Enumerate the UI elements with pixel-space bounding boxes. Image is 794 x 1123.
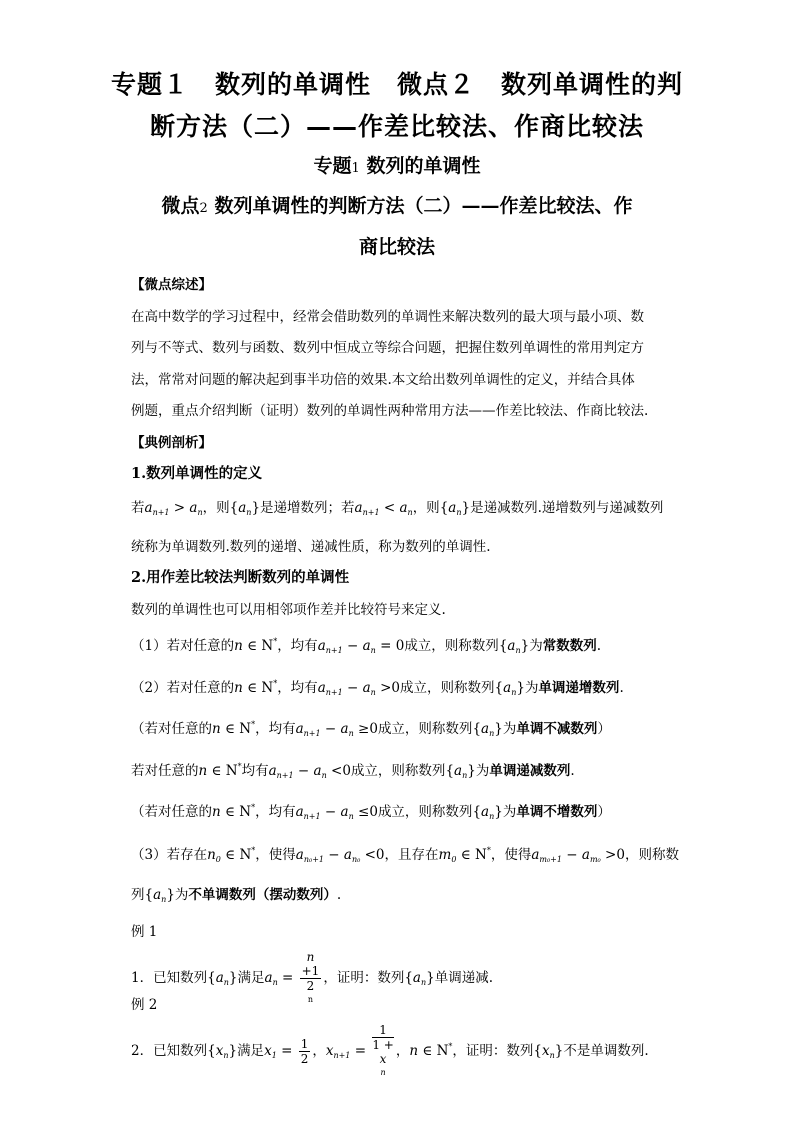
example-2-problem: 2．已知数列$\{x_n\}$满足$x_1$ = $\frac{1}{2}$ ，$x_{n+1}$ = 1 1 + x n ，n ∈ N*，证明：数列$\{x_n\}$不是单调数列. (131, 1023, 649, 1080)
definition-line-2: 统称为单调数列.数列的递增、递减性质，称为数列的单调性. (131, 539, 491, 555)
main-title-line-2: 断方法（二）——作差比较法、作商比较法 (149, 112, 644, 141)
example-1-problem: 1．已知数列$\{a_n\}$满足$a_n$ = n +1 2 n ，证明：数列$\{a_n\}$单调递减. (131, 950, 493, 1007)
case-non-increasing: （若对任意的n ∈ N*，均有$a_{n+1} - a_n \le 0$成立，则称数列$\{a_n\}$为单调不增数列） (131, 803, 611, 821)
overview-line-4: 例题，重点介绍判断（证明）数列的单调性两种常用方法——作差比较法、作商比较法. (131, 403, 649, 419)
overview-line-1: 在高中数学的学习过程中，经常会借助数列的单调性来解决数列的最大项与最小项、数 (131, 309, 644, 325)
fraction: n +1 2 n (301, 950, 320, 1004)
overview-heading: 【微点综述】 (131, 277, 212, 293)
case-constant: （1）若对任意的n ∈ N*，均有$a_{n+1} - a_n = 0$成立，则称数列$\{a_n\}$为常数数列. (131, 637, 602, 655)
example-1-label: 例 1 (131, 924, 158, 940)
case-non-monotonic-line-1: （3）若存在$n_0$ ∈ N*，使得$a_{n_0+1} - a_{n_0} <0$，且存在$m_0$ ∈ N*，使得$a_{m_0+1} - a_{m_0} >0$，则称数 (131, 846, 679, 864)
fraction: $\frac{1}{2}$ (300, 1037, 309, 1066)
fraction: 1 1 + x n (372, 1023, 394, 1077)
subtitle-point-line-2: 商比较法 (358, 236, 435, 258)
overview-line-3: 法，常常对问题的解决起到事半功倍的效果.本文给出数列单调性的定义，并结合具体 (131, 372, 635, 388)
definition-line-1: 若$a_{n+1} > a_n$，则$\{a_n\}$是递增数列；若$a_{n+1} < a_n$，则$\{a_n\}$是递减数列.递增数列与递减数列 (131, 500, 664, 517)
case-increasing: （2）若对任意的n ∈ N*，均有$a_{n+1} - a_n >0$成立，则称数列$\{a_n\}$为单调递增数列. (131, 679, 624, 697)
case-non-monotonic-line-2: 列$\{a_n\}$为不单调数列（摆动数列）. (131, 887, 342, 904)
subtitle-point-line-1: 微点2 数列单调性的判断方法（二）——作差比较法、作 (161, 195, 633, 217)
section-2-intro: 数列的单调性也可以用相邻项作差并比较符号来定义. (131, 602, 446, 618)
case-decreasing: 若对任意的n ∈ N*均有$a_{n+1} - a_n <0$成立，则称数列$\{a_n\}$为单调递减数列. (131, 762, 575, 780)
example-2-label: 例 2 (131, 997, 158, 1013)
analysis-heading: 【典例剖析】 (131, 435, 212, 451)
section-2-heading: 2.用作差比较法判断数列的单调性 (131, 569, 350, 586)
case-non-decreasing: （若对任意的n ∈ N*，均有$a_{n+1} - a_n \ge 0$成立，则称数列$\{a_n\}$为单调不减数列） (131, 720, 611, 738)
main-title-line-1: 专题１ 数列的单调性 微点２ 数列单调性的判 (110, 70, 683, 99)
overview-line-2: 列与不等式、数列与函数、数列中恒成立等综合问题，把握住数列单调性的常用判定方 (131, 340, 644, 356)
subtitle-topic: 专题1 数列的单调性 (313, 155, 481, 177)
section-1-heading: 1.数列单调性的定义 (131, 465, 263, 482)
